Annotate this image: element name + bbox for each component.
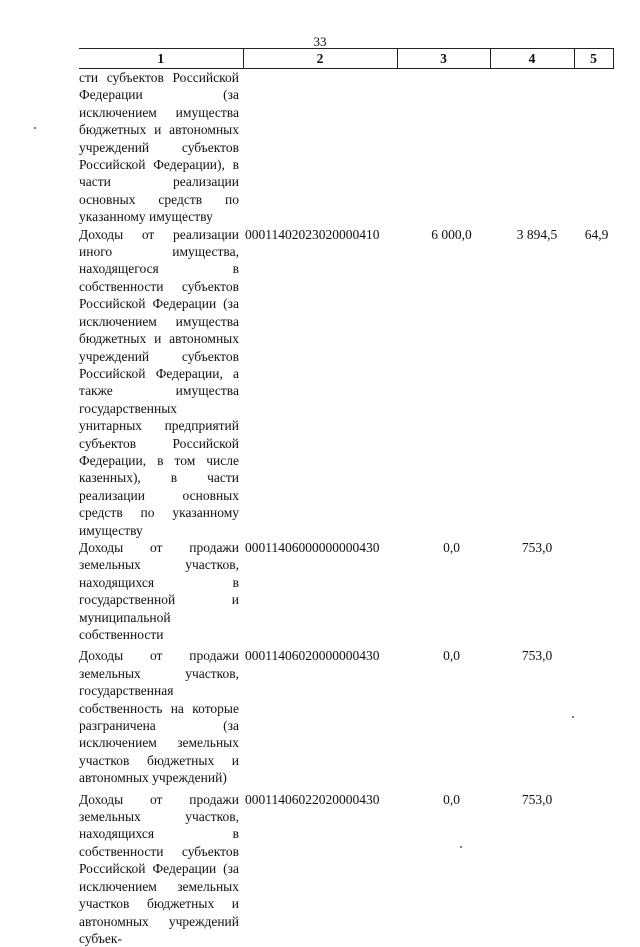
row-description: Доходы от продажи земельных участков, находящихся в собственности субъектов Российской Федерации (за исключением земельных участков бюджетных и автономных учреждений субъек-: [79, 787, 243, 947]
table-row: [79, 539, 613, 643]
header-col-2: 2: [243, 49, 397, 69]
header-col-5: 5: [574, 49, 613, 69]
header-col-3: 3: [397, 49, 490, 69]
table-row: [79, 226, 613, 539]
scan-speck: [460, 846, 462, 848]
row-col5: 64,9: [574, 226, 613, 539]
row-code: 00011406020000000430: [243, 643, 397, 786]
row-col4: 753,0: [490, 787, 574, 947]
row-col4: [490, 69, 574, 226]
row-code: [243, 69, 397, 226]
row-col5: [574, 69, 613, 226]
row-col4: 753,0: [490, 539, 574, 643]
row-col4: 3 894,5: [490, 226, 574, 539]
row-description: сти субъектов Российской Федерации (за исключением имущества бюджетных и автономных учреждений субъектов Российской Федерации), в части реализации основных средств по указанному имуществу: [79, 69, 243, 226]
row-col5: [574, 539, 613, 643]
row-description: Доходы от реализации иного имущества, находящегося в собственности субъектов Российской Федерации (за исключением имущества бюджетных и автономных учреждений субъектов Российской Федерации, а также имущества государственных унитарных предприятий субъектов Российской Федерации, в том числе казенных), в части реализации основных средств по указанному имуществу: [79, 226, 243, 539]
header-row: [79, 49, 613, 69]
scan-speck: [34, 127, 36, 129]
row-description: Доходы от продажи земельных участков, находящихся в государственной и муниципальной собственности: [79, 539, 243, 643]
row-col3: 6 000,0: [397, 226, 490, 539]
row-col3: 0,0: [397, 643, 490, 786]
table-body: [79, 69, 613, 947]
table-row: [79, 643, 613, 786]
row-col3: [397, 69, 490, 226]
header-col-1: 1: [79, 49, 243, 69]
row-description: Доходы от продажи земельных участков, государственная собственность на которые разграничена (за исключением земельных участков бюджетных и автономных учреждений): [79, 643, 243, 786]
row-col3: 0,0: [397, 787, 490, 947]
row-col3: 0,0: [397, 539, 490, 643]
header-col-4: 4: [490, 49, 574, 69]
table-row: [79, 69, 613, 226]
row-code: 00011402023020000410: [243, 226, 397, 539]
row-code: 00011406022020000430: [243, 787, 397, 947]
row-code: 00011406000000000430: [243, 539, 397, 643]
table-row: [79, 787, 613, 947]
budget-table: [79, 48, 614, 947]
row-col4: 753,0: [490, 643, 574, 786]
row-col5: [574, 787, 613, 947]
page-number: 33: [0, 34, 640, 50]
scan-speck: [572, 716, 574, 718]
table-header: [79, 49, 613, 69]
row-col5: [574, 643, 613, 786]
